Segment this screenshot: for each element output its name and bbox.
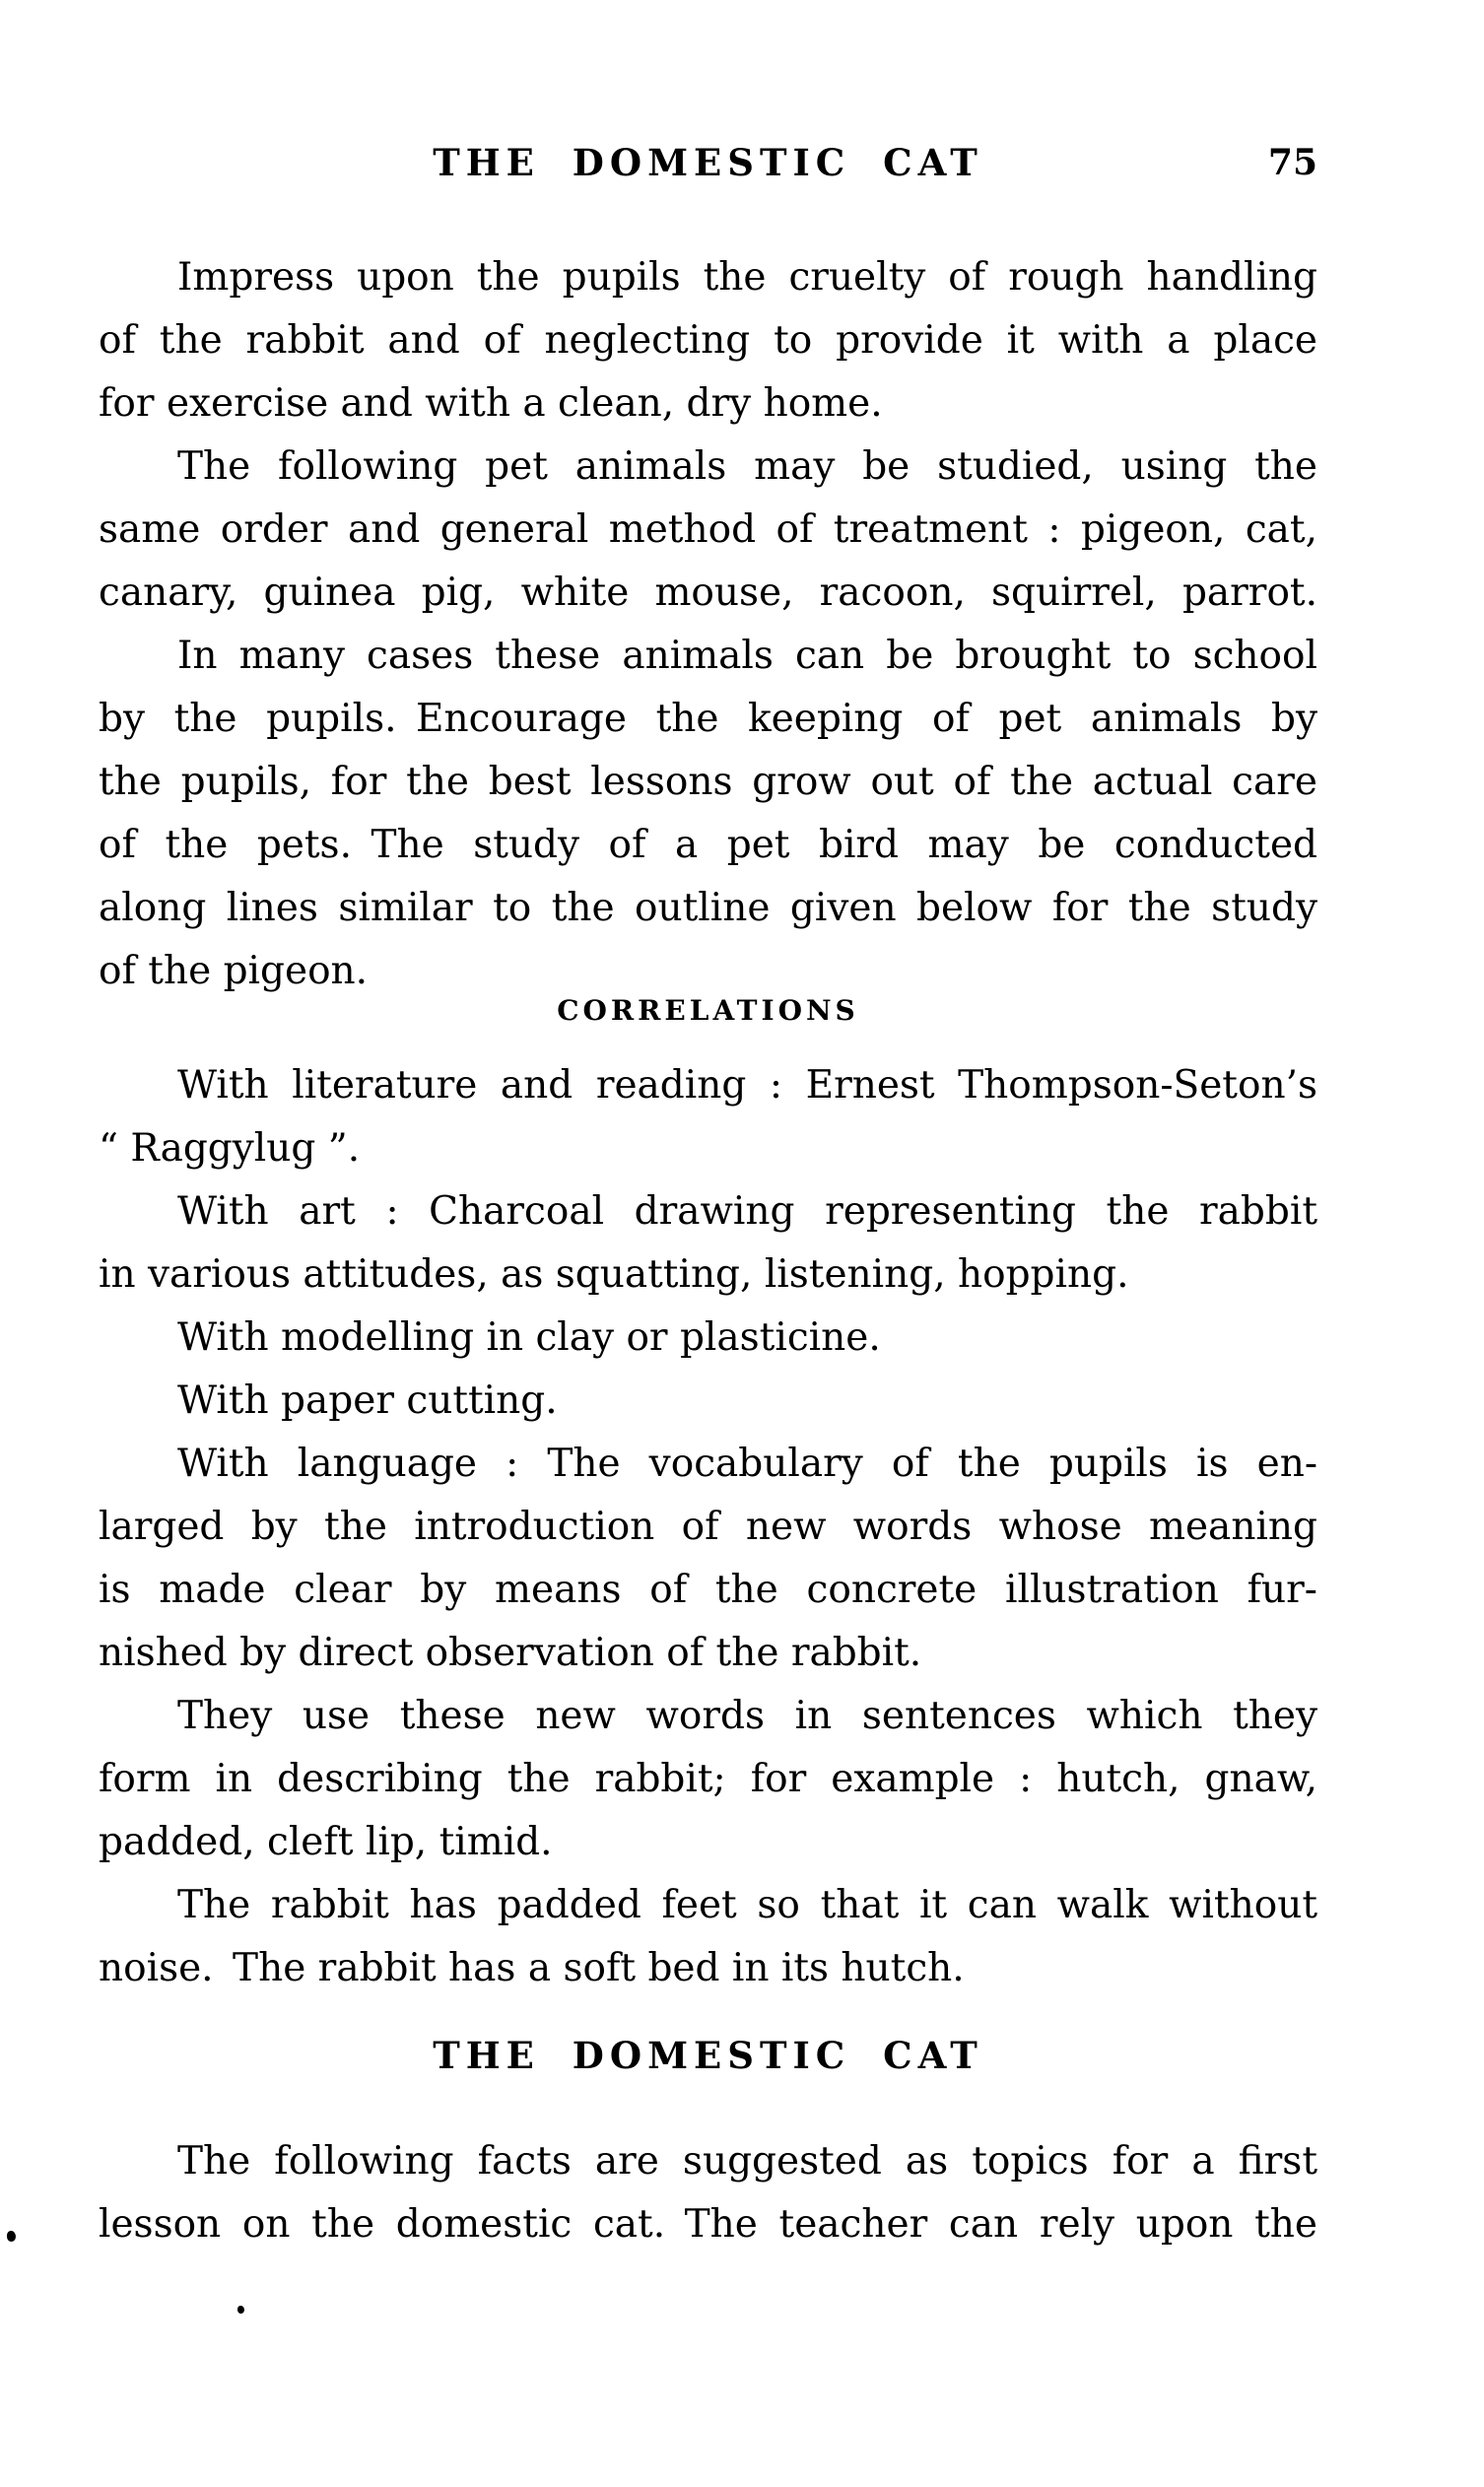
text-line: nished by direct observation of the rabbit. [99, 1631, 922, 1675]
paragraph [99, 1054, 1317, 1180]
text-line: In many cases these animals can be brought to school [177, 634, 1317, 678]
text-line: With literature and reading : Ernest Thompson-Seton’s [177, 1063, 1317, 1108]
text-line: They use these new words in sentences which they [177, 1694, 1317, 1738]
intro-section [99, 246, 1317, 1003]
paragraph [99, 1874, 1317, 2000]
text-line: “ Raggylug ”. [99, 1126, 361, 1171]
text-line: is made clear by means of the concrete illustration fur- [99, 1568, 1317, 1612]
text-line: With art : Charcoal drawing representing the rabbit [177, 1189, 1317, 1234]
text-line: canary, guinea pig, white mouse, racoon, squirrel, parrot. [99, 571, 1317, 615]
text-line: larged by the introduction of new words whose meaning [99, 1505, 1317, 1549]
page-header [99, 138, 1317, 187]
text-line: With language : The vocabulary of the pupils is en- [177, 1442, 1317, 1486]
text-line: padded, cleft lip, timid. [99, 1820, 553, 1864]
paragraph [99, 1307, 1317, 1370]
text-line: With modelling in clay or plasticine. [177, 1315, 881, 1360]
text-line: in various attitudes, as squatting, listening, hopping. [99, 1252, 1129, 1297]
correlations-section [99, 1054, 1317, 2000]
page-number: 75 [1267, 142, 1317, 183]
text-line: form in describing the rabbit; for example : hutch, gnaw, [99, 1757, 1317, 1801]
text-line: the pupils, for the best lessons grow out of the actual care [99, 760, 1317, 804]
correlations-heading: CORRELATIONS [557, 994, 859, 1027]
text-line: The following facts are suggested as topics for a first [177, 2139, 1317, 2184]
text-line: The following pet animals may be studied, using the [177, 444, 1317, 489]
paragraph [99, 1180, 1317, 1307]
ink-speck [7, 2231, 16, 2242]
text-line: of the pets. The study of a pet bird may be conducted [99, 823, 1317, 867]
paragraph [99, 436, 1317, 625]
text-line: for exercise and with a clean, dry home. [99, 381, 883, 426]
text-line: of the pigeon. [99, 949, 369, 993]
text-line: noise. The rabbit has a soft bed in its hutch. [99, 1946, 965, 1990]
text-line: With paper cutting. [177, 1378, 558, 1423]
paragraph [99, 1370, 1317, 1433]
text-line: The rabbit has padded feet so that it can walk without [177, 1883, 1317, 1927]
text-line: along lines similar to the outline given below for the study [99, 886, 1317, 930]
domestic-cat-heading: THE DOMESTIC CAT [433, 2034, 983, 2077]
running-head-title: THE DOMESTIC CAT [433, 141, 983, 184]
text-line: of the rabbit and of neglecting to provide it with a place [99, 318, 1317, 363]
ink-speck [237, 2306, 244, 2314]
paragraph [99, 625, 1317, 1003]
paragraph [99, 1685, 1317, 1874]
text-line: lesson on the domestic cat. The teacher can rely upon the [99, 2202, 1317, 2247]
paragraph [99, 2130, 1317, 2256]
text-line: by the pupils. Encourage the keeping of pet animals by [99, 697, 1317, 741]
paragraph [99, 1433, 1317, 1685]
text-line: same order and general method of treatment : pigeon, cat, [99, 507, 1317, 552]
domestic-cat-section [99, 2130, 1317, 2256]
text-line: Impress upon the pupils the cruelty of rough handling [177, 255, 1317, 300]
paragraph [99, 246, 1317, 436]
